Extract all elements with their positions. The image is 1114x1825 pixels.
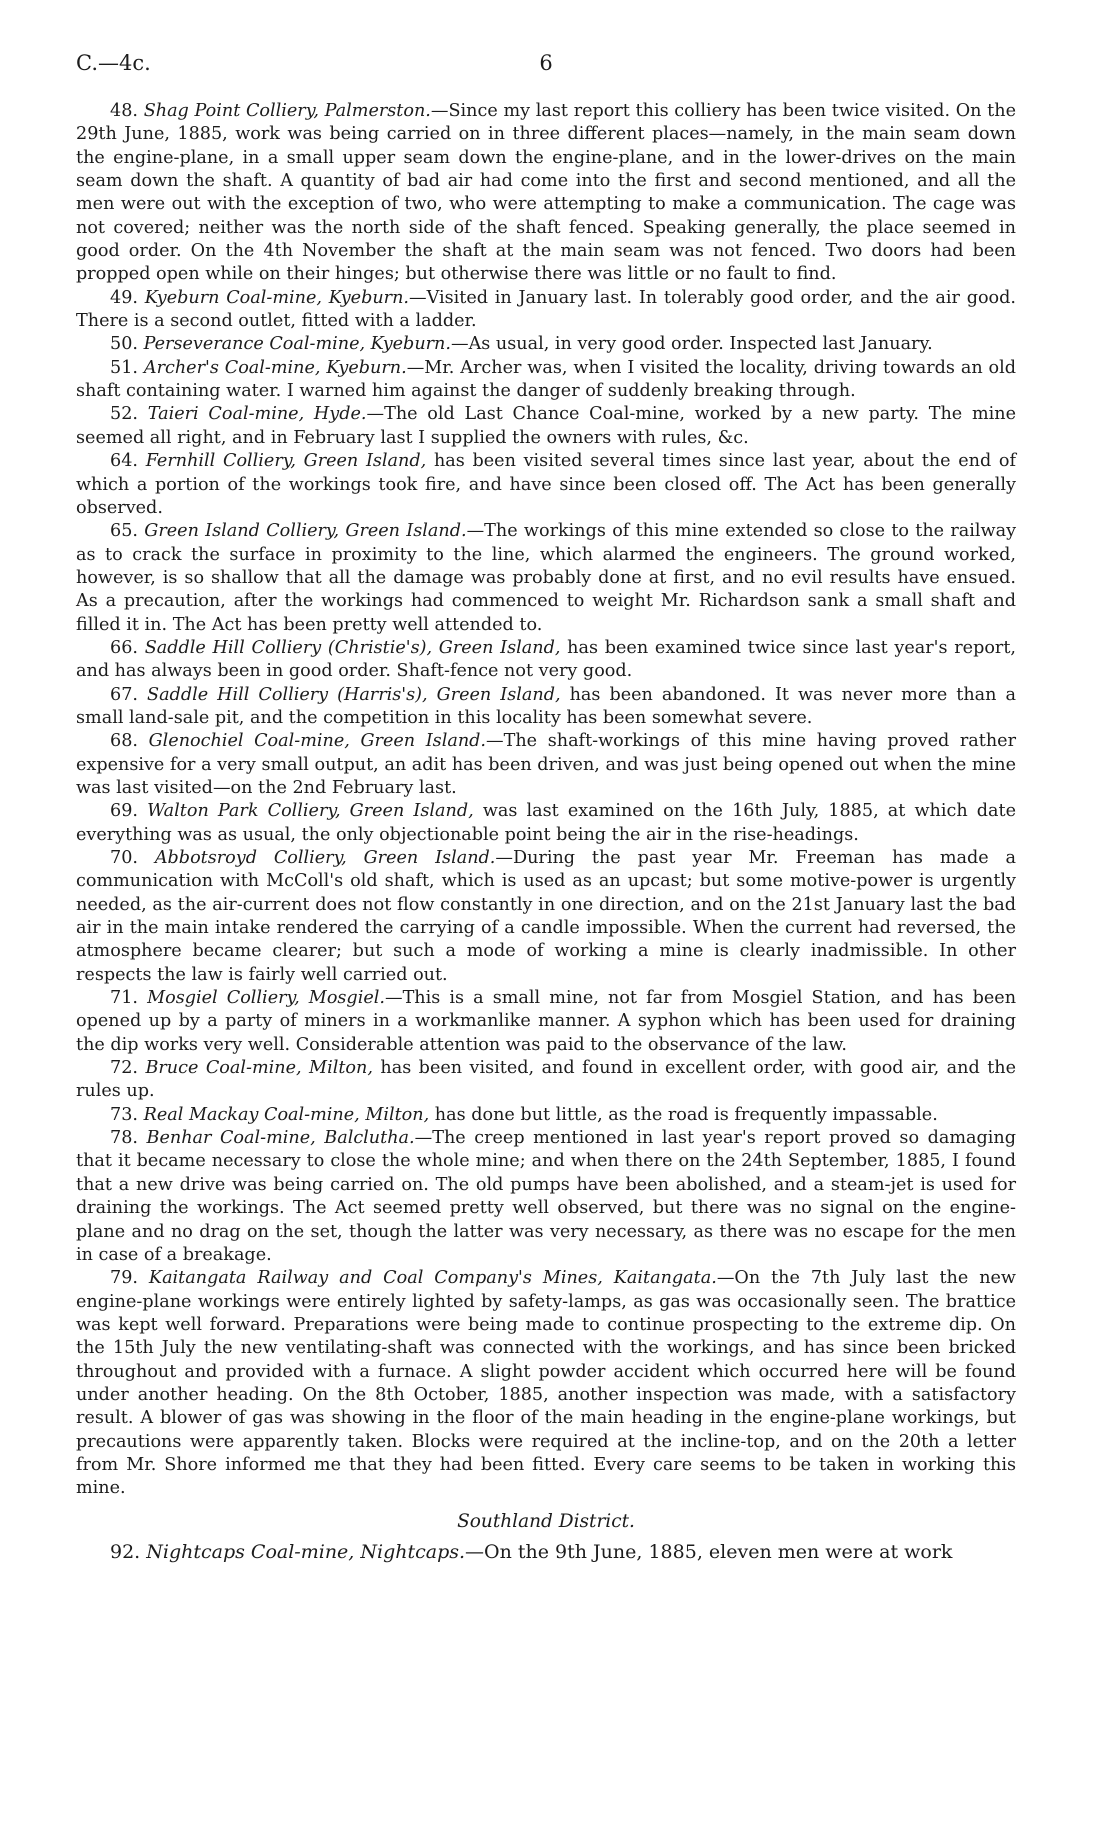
mine-title: Nightcaps Coal-mine, Nightcaps.	[146, 1540, 466, 1563]
paragraph-number: 92.	[110, 1540, 141, 1563]
paragraph-number: 68.	[110, 731, 138, 752]
paragraph-number: 52.	[110, 404, 138, 425]
paragraph-48	[76, 100, 1016, 287]
paragraph-52	[76, 403, 1016, 450]
paragraph-number: 70.	[110, 848, 138, 868]
paragraph-65	[76, 520, 1016, 637]
paragraph-73	[76, 1104, 1016, 1127]
paragraph-text: —The creep mentioned in last year's report proved so damaging that it became necessary to close the whole mine; and when there on the 24th September, 1885, I found that a new drive was being carried on. The old pumps have been abolished, and a steam-jet is used for draining the workings. The Act seemed pretty well observed, but there was no signal on the engine-plane and no drag on the set, though the latter was very necessary, as there was no escape for the men in case of a breakage.	[76, 1128, 1016, 1265]
paragraph-78	[76, 1127, 1016, 1267]
paragraph-text: has done but little, as the road is frequently impassable.	[429, 1104, 938, 1125]
mine-title: Archer's Coal-mine, Kyeburn.	[143, 357, 407, 378]
mine-title: Saddle Hill Colliery (Christie's), Green Island,	[144, 637, 561, 658]
paragraph-text: —This is a small mine, not far from Mosgiel Station, and has been opened up by a party of miners in a workmanlike manner. A syphon which has been used for draining the dip works very well. Considerable attention was paid to the observance of the law.	[76, 988, 1017, 1055]
paragraph-number: 64.	[110, 451, 138, 472]
paragraph-text: —The old Last Chance Coal-mine, worked by a new party. The mine seemed all right, and in February last I supplied the owners with rules, &c.	[76, 404, 1016, 448]
series-reference: C.—4c.	[76, 51, 151, 75]
mine-title: Saddle Hill Colliery (Harris's), Green Island,	[147, 684, 561, 705]
mine-title: Benhar Coal-mine, Balclutha.	[146, 1128, 415, 1149]
mine-title: Perseverance Coal-mine, Kyeburn.	[143, 334, 451, 355]
mine-title: Kyeburn Coal-mine, Kyeburn.	[144, 287, 410, 308]
paragraph-70	[76, 847, 1016, 987]
paragraph-51	[76, 357, 1016, 404]
paragraph-text: —Visited in January last. In tolerably good order, and the air good. There is a second outlet, fitted with a ladder.	[76, 287, 1016, 332]
paragraph-79	[76, 1267, 1016, 1500]
mine-title: Walton Park Colliery, Green Island,	[147, 801, 474, 822]
paragraph-text: has been visited several times since last year, about the end of which a portion of the workings took fire, and have since been closed off. The Act has been generally observed.	[76, 451, 1017, 518]
paragraph-number: 48.	[110, 101, 138, 121]
mine-title: Taieri Coal-mine, Hyde.	[147, 404, 367, 425]
paragraph-number: 66.	[110, 637, 138, 658]
paragraph-66	[76, 637, 1016, 684]
paragraph-64	[76, 450, 1016, 520]
paragraph-67	[76, 684, 1016, 731]
mine-title: Bruce Coal-mine, Milton,	[145, 1058, 373, 1079]
paragraph-text: —The workings of this mine extended so close to the railway as to crack the surface in proximity to the line, which alarmed the engineers. The ground worked, however, is so shallow that all the damage was probably done at first, and no evil results have ensued. As a precaution, after the workings had commenced to weight Mr. Richardson sank a small shaft and filled it in. The Act has been pretty well attended to.	[76, 521, 1017, 635]
mine-title: Mosgiel Colliery, Mosgiel.	[147, 988, 385, 1009]
paragraph-number: 72.	[110, 1058, 138, 1079]
page-number: 6	[539, 51, 553, 75]
paragraph-text: has been visited, and found in excellent order, with good air, and the rules up.	[76, 1058, 1017, 1102]
page-header	[76, 48, 1016, 78]
paragraph-49	[76, 287, 1016, 334]
paragraph-text: —On the 9th June, 1885, eleven men were at work	[465, 1540, 953, 1563]
section-heading: Southland District.	[457, 1510, 635, 1532]
paragraph-92	[76, 1539, 1016, 1565]
paragraph-text: was last examined on the 16th July, 1885, at which date everything was as usual, the only objectionable point being the air in the rise-headings.	[76, 801, 1017, 845]
paragraph-number: 51.	[110, 357, 138, 378]
mine-title: Real Mackay Coal-mine, Milton,	[143, 1104, 430, 1125]
paragraph-text: —Since my last report this colliery has been twice visited. On the 29th June, 1885, work was being carried on in three different places—namely, in the main seam down the engine-plane, in a small upper seam down the engine-plane, and in the lower-drives on the main seam down the shaft. A quantity of bad air had come into the first and second mentioned, and all the men were out with the exception of two, who were attempting to make a communication. The cage was not covered; neither was the north side of the shaft fenced. Speaking generally, the place seemed in good order. On the 4th November the shaft at the main seam was not fenced. Two doors had been propped open while on their hinges; but otherwise there was little or no fault to find.	[76, 101, 1016, 285]
paragraph-71	[76, 987, 1016, 1057]
paragraph-72	[76, 1057, 1016, 1104]
mine-title: Green Island Colliery, Green Island.	[144, 521, 467, 542]
paragraph-number: 79.	[110, 1268, 138, 1289]
paragraph-text: —On the 7th July last the new engine-plane workings were entirely lighted by safety-lamps, as gas was occasionally seen. The brattice was kept well forward. Preparations were being made to continue prospecting to the extreme dip. On the 15th July the new ventilating-shaft was connected with the workings, and has since been bricked throughout and provided with a furnace. A slight powder accident which occurred here will be found under another heading. On the 8th October, 1885, another inspection was made, with a satisfactory result. A blower of gas was showing in the floor of the main heading in the engine-plane workings, but precautions were apparently taken. Blocks were required at the incline-top, and on the 20th a letter from Mr. Shore informed me that they had been fitted. Every care seems to be taken in working this mine.	[76, 1268, 1016, 1499]
mine-title: Abbotsroyd Colliery, Green Island.	[154, 848, 496, 868]
paragraph-text: —As usual, in very good order. Inspected last January.	[450, 334, 933, 355]
paragraph-number: 73.	[110, 1104, 138, 1125]
paragraph-50	[76, 333, 1016, 356]
report-body	[76, 100, 1016, 1565]
mine-title: Shag Point Colliery, Palmerston.	[143, 101, 431, 121]
paragraph-text: —Mr. Archer was, when I visited the locality, driving towards an old shaft containing water. I warned him against the danger of suddenly breaking through.	[76, 357, 1017, 402]
paragraph-number: 65.	[110, 521, 138, 542]
paragraph-text: has been examined twice since last year's report, and has always been in good order. Shaft-fence not very good.	[76, 637, 1017, 682]
mine-title: Fernhill Colliery, Green Island,	[145, 451, 427, 472]
paragraph-text: —During the past year Mr. Freeman has made a communication with McColl's old shaft, which is used as an upcast; but some motive-power is urgently needed, as the air-current does not flow constantly in one direction, and on the 21st January last the bad air in the main intake rendered the carrying of a candle impossible. When the current had reversed, the atmosphere became clearer; but such a mode of working a mine is clearly inadmissible. In other respects the law is fairly well carried out.	[76, 848, 1017, 985]
paragraph-68	[76, 730, 1016, 800]
paragraph-number: 50.	[110, 334, 138, 355]
paragraph-number: 49.	[110, 287, 138, 308]
paragraph-number: 67.	[110, 684, 138, 705]
paragraph-text: —The shaft-workings of this mine having proved rather expensive for a very small output, an adit has been driven, and was just being opened out when the mine was last visited—on the 2nd February last.	[76, 731, 1016, 798]
paragraph-number: 78.	[110, 1128, 138, 1149]
paragraph-number: 71.	[110, 988, 138, 1009]
mine-title: Kaitangata Railway and Coal Company's Mines, Kaitangata.	[148, 1268, 717, 1289]
mine-title: Glenochiel Coal-mine, Green Island.	[148, 731, 487, 752]
paragraph-text: has been abandoned. It was never more than a small land-sale pit, and the competition in this locality has been somewhat severe.	[76, 684, 1016, 728]
paragraph-69	[76, 800, 1016, 847]
paragraph-number: 69.	[110, 801, 138, 822]
